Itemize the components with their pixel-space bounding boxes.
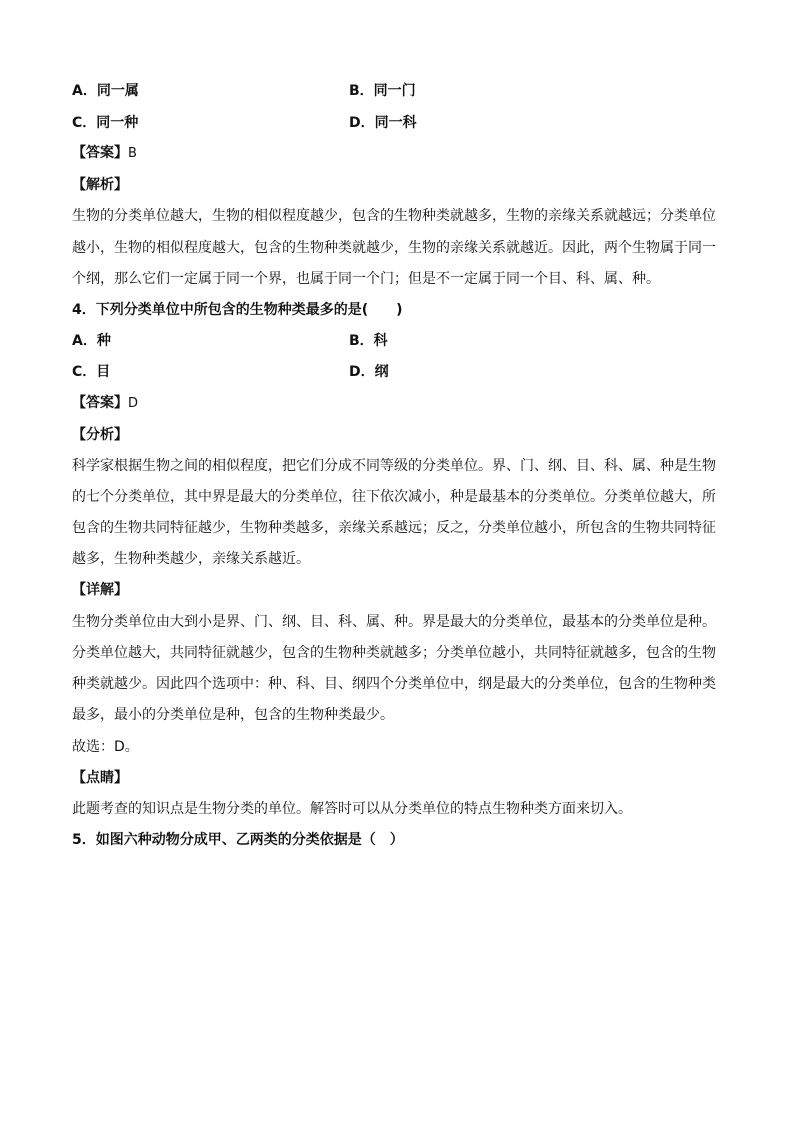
q4-dianjing-line: 此题考查的知识点是生物分类的单位。解答时可以从分类单位的特点生物种类方面来切入。 <box>72 801 632 817</box>
q4-option-b[interactable]: B．科 <box>349 333 388 349</box>
q3-option-b[interactable]: B．同一门 <box>349 83 416 99</box>
q4-dianjing-tag: 【点睛】 <box>72 770 128 786</box>
q4-xiangjie-line: 分类单位越大，共同特征就越少，包含的生物种类就越多；分类单位越小，共同特征就越多，包含的生物 <box>72 645 716 661</box>
q3-analysis-tag: 【解析】 <box>72 177 128 193</box>
q3-option-c[interactable]: C．同一种 <box>72 115 139 131</box>
q3-analysis-line: 生物的分类单位越大，生物的相似程度越少，包含的生物种类就越多，生物的亲缘关系就越远；分类单位 <box>72 208 716 224</box>
q3-analysis-line: 越小，生物的相似程度越大，包含的生物种类就越少，生物的亲缘关系就越近。因此，两个生物属于同一 <box>72 240 716 256</box>
q4-xiangjie-line: 种类就越少。因此四个选项中：种、科、目、纲四个分类单位中，纲是最大的分类单位，包含的生物种类 <box>72 676 716 692</box>
q4-choice-line: 故选：D。 <box>72 739 139 755</box>
q4-fenxi-line: 的七个分类单位，其中界是最大的分类单位，往下依次减小，种是最基本的分类单位。分类单位越大，所 <box>72 489 716 505</box>
answer-value: B <box>128 146 137 161</box>
q4-option-a[interactable]: A．种 <box>72 333 111 349</box>
q4-option-d[interactable]: D．纲 <box>349 364 389 380</box>
q4-fenxi-line: 包含的生物共同特征越少，生物种类越多，亲缘关系越远；反之，分类单位越小，所包含的生物共同特征 <box>72 520 716 536</box>
q3-options-row-1 <box>72 81 722 101</box>
q4-xiangjie-line: 最多，最小的分类单位是种，包含的生物种类最少。 <box>72 707 394 723</box>
q4-options-row-1 <box>72 331 722 351</box>
q3-options-row-2 <box>72 113 722 133</box>
q4-xiangjie-tag: 【详解】 <box>72 582 128 598</box>
q4-options-row-2 <box>72 362 722 382</box>
q4-fenxi-line: 越多，生物种类越少，亲缘关系越近。 <box>72 551 310 567</box>
q3-option-a[interactable]: A．同一属 <box>72 83 139 99</box>
q4-fenxi-tag: 【分析】 <box>72 427 128 443</box>
q3-analysis-line: 个纲，那么它们一定属于同一个界，也属于同一个门；但是不一定属于同一个目、科、属、种。 <box>72 271 660 287</box>
q4-xiangjie-line: 生物分类单位由大到小是界、门、纲、目、科、属、种。界是最大的分类单位，最基本的分类单位是种。 <box>72 614 716 630</box>
q4-answer <box>72 393 722 414</box>
answer-tag: 【答案】 <box>72 145 128 161</box>
q4-stem: 4．下列分类单位中所包含的生物种类最多的是( ) <box>72 302 403 318</box>
q5-stem: 5．如图六种动物分成甲、乙两类的分类依据是（ ） <box>72 832 404 848</box>
answer-value: D <box>128 396 139 411</box>
q4-option-c[interactable]: C．目 <box>72 364 111 380</box>
q3-option-d[interactable]: D．同一科 <box>349 115 417 131</box>
q4-fenxi-line: 科学家根据生物之间的相似程度，把它们分成不同等级的分类单位。界、门、纲、目、科、属、种是生物 <box>72 458 716 474</box>
q3-answer <box>72 143 722 164</box>
answer-tag: 【答案】 <box>72 395 128 411</box>
